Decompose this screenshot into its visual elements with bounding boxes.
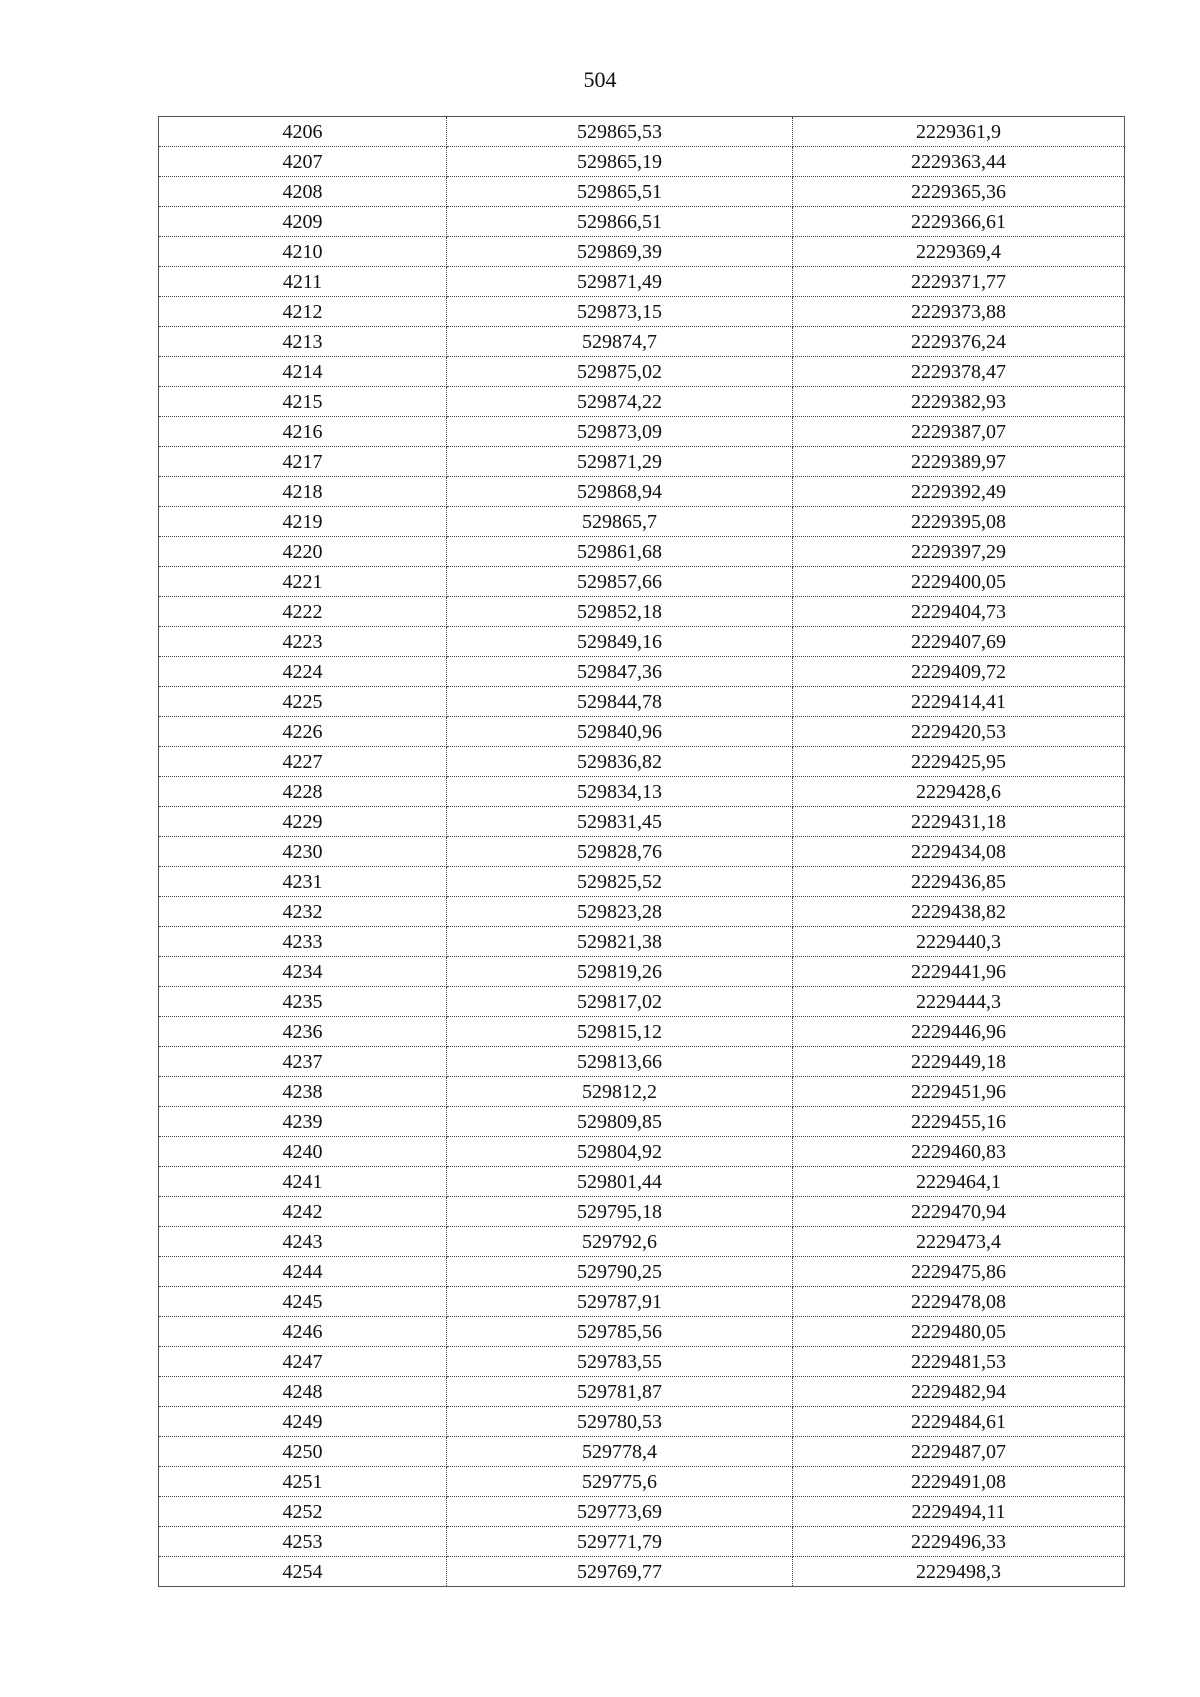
point-number-cell: 4247 xyxy=(159,1347,447,1377)
x-coordinate-cell: 529873,09 xyxy=(447,417,793,447)
table-row xyxy=(159,627,1125,657)
table-row xyxy=(159,117,1125,147)
y-coordinate-cell: 2229420,53 xyxy=(793,717,1125,747)
table-row xyxy=(159,597,1125,627)
table-row xyxy=(159,1497,1125,1527)
table-row xyxy=(159,1407,1125,1437)
point-number-cell: 4238 xyxy=(159,1077,447,1107)
point-number-cell: 4224 xyxy=(159,657,447,687)
x-coordinate-cell: 529773,69 xyxy=(447,1497,793,1527)
table-row xyxy=(159,687,1125,717)
x-coordinate-cell: 529775,6 xyxy=(447,1467,793,1497)
x-coordinate-cell: 529875,02 xyxy=(447,357,793,387)
x-coordinate-cell: 529874,7 xyxy=(447,327,793,357)
table-row xyxy=(159,447,1125,477)
table-row xyxy=(159,147,1125,177)
table-row xyxy=(159,1017,1125,1047)
table-row xyxy=(159,567,1125,597)
y-coordinate-cell: 2229404,73 xyxy=(793,597,1125,627)
y-coordinate-cell: 2229498,3 xyxy=(793,1557,1125,1587)
point-number-cell: 4218 xyxy=(159,477,447,507)
x-coordinate-cell: 529804,92 xyxy=(447,1137,793,1167)
point-number-cell: 4209 xyxy=(159,207,447,237)
table-row xyxy=(159,237,1125,267)
point-number-cell: 4246 xyxy=(159,1317,447,1347)
x-coordinate-cell: 529812,2 xyxy=(447,1077,793,1107)
table-row xyxy=(159,1467,1125,1497)
x-coordinate-cell: 529825,52 xyxy=(447,867,793,897)
x-coordinate-cell: 529771,79 xyxy=(447,1527,793,1557)
x-coordinate-cell: 529783,55 xyxy=(447,1347,793,1377)
point-number-cell: 4250 xyxy=(159,1437,447,1467)
point-number-cell: 4233 xyxy=(159,927,447,957)
point-number-cell: 4234 xyxy=(159,957,447,987)
x-coordinate-cell: 529847,36 xyxy=(447,657,793,687)
point-number-cell: 4229 xyxy=(159,807,447,837)
table-row xyxy=(159,1347,1125,1377)
x-coordinate-cell: 529787,91 xyxy=(447,1287,793,1317)
point-number-cell: 4239 xyxy=(159,1107,447,1137)
x-coordinate-cell: 529778,4 xyxy=(447,1437,793,1467)
y-coordinate-cell: 2229409,72 xyxy=(793,657,1125,687)
table-row xyxy=(159,267,1125,297)
point-number-cell: 4220 xyxy=(159,537,447,567)
y-coordinate-cell: 2229395,08 xyxy=(793,507,1125,537)
x-coordinate-cell: 529871,49 xyxy=(447,267,793,297)
point-number-cell: 4214 xyxy=(159,357,447,387)
y-coordinate-cell: 2229487,07 xyxy=(793,1437,1125,1467)
table-row xyxy=(159,987,1125,1017)
coordinates-table xyxy=(158,116,1125,1587)
point-number-cell: 4244 xyxy=(159,1257,447,1287)
x-coordinate-cell: 529868,94 xyxy=(447,477,793,507)
point-number-cell: 4249 xyxy=(159,1407,447,1437)
point-number-cell: 4225 xyxy=(159,687,447,717)
point-number-cell: 4253 xyxy=(159,1527,447,1557)
x-coordinate-cell: 529840,96 xyxy=(447,717,793,747)
point-number-cell: 4230 xyxy=(159,837,447,867)
y-coordinate-cell: 2229389,97 xyxy=(793,447,1125,477)
table-row xyxy=(159,177,1125,207)
point-number-cell: 4206 xyxy=(159,117,447,147)
table-row xyxy=(159,957,1125,987)
table-row xyxy=(159,1077,1125,1107)
x-coordinate-cell: 529785,56 xyxy=(447,1317,793,1347)
point-number-cell: 4221 xyxy=(159,567,447,597)
table-row xyxy=(159,777,1125,807)
y-coordinate-cell: 2229473,4 xyxy=(793,1227,1125,1257)
point-number-cell: 4223 xyxy=(159,627,447,657)
table-row xyxy=(159,207,1125,237)
y-coordinate-cell: 2229482,94 xyxy=(793,1377,1125,1407)
point-number-cell: 4219 xyxy=(159,507,447,537)
x-coordinate-cell: 529780,53 xyxy=(447,1407,793,1437)
point-number-cell: 4251 xyxy=(159,1467,447,1497)
table-row xyxy=(159,387,1125,417)
point-number-cell: 4231 xyxy=(159,867,447,897)
point-number-cell: 4241 xyxy=(159,1167,447,1197)
point-number-cell: 4213 xyxy=(159,327,447,357)
y-coordinate-cell: 2229382,93 xyxy=(793,387,1125,417)
x-coordinate-cell: 529865,51 xyxy=(447,177,793,207)
table-row xyxy=(159,837,1125,867)
table-row xyxy=(159,807,1125,837)
x-coordinate-cell: 529866,51 xyxy=(447,207,793,237)
point-number-cell: 4216 xyxy=(159,417,447,447)
point-number-cell: 4248 xyxy=(159,1377,447,1407)
y-coordinate-cell: 2229481,53 xyxy=(793,1347,1125,1377)
y-coordinate-cell: 2229431,18 xyxy=(793,807,1125,837)
x-coordinate-cell: 529874,22 xyxy=(447,387,793,417)
y-coordinate-cell: 2229438,82 xyxy=(793,897,1125,927)
y-coordinate-cell: 2229376,24 xyxy=(793,327,1125,357)
x-coordinate-cell: 529869,39 xyxy=(447,237,793,267)
y-coordinate-cell: 2229496,33 xyxy=(793,1527,1125,1557)
point-number-cell: 4228 xyxy=(159,777,447,807)
y-coordinate-cell: 2229464,1 xyxy=(793,1167,1125,1197)
point-number-cell: 4252 xyxy=(159,1497,447,1527)
x-coordinate-cell: 529790,25 xyxy=(447,1257,793,1287)
y-coordinate-cell: 2229451,96 xyxy=(793,1077,1125,1107)
table-row xyxy=(159,1167,1125,1197)
x-coordinate-cell: 529815,12 xyxy=(447,1017,793,1047)
table-row xyxy=(159,927,1125,957)
y-coordinate-cell: 2229455,16 xyxy=(793,1107,1125,1137)
point-number-cell: 4236 xyxy=(159,1017,447,1047)
x-coordinate-cell: 529819,26 xyxy=(447,957,793,987)
y-coordinate-cell: 2229494,11 xyxy=(793,1497,1125,1527)
point-number-cell: 4210 xyxy=(159,237,447,267)
table-row xyxy=(159,897,1125,927)
y-coordinate-cell: 2229373,88 xyxy=(793,297,1125,327)
y-coordinate-cell: 2229400,05 xyxy=(793,567,1125,597)
table-row xyxy=(159,747,1125,777)
x-coordinate-cell: 529865,53 xyxy=(447,117,793,147)
point-number-cell: 4235 xyxy=(159,987,447,1017)
x-coordinate-cell: 529834,13 xyxy=(447,777,793,807)
y-coordinate-cell: 2229480,05 xyxy=(793,1317,1125,1347)
table-row xyxy=(159,477,1125,507)
table-row xyxy=(159,1257,1125,1287)
y-coordinate-cell: 2229460,83 xyxy=(793,1137,1125,1167)
y-coordinate-cell: 2229436,85 xyxy=(793,867,1125,897)
point-number-cell: 4243 xyxy=(159,1227,447,1257)
y-coordinate-cell: 2229371,77 xyxy=(793,267,1125,297)
x-coordinate-cell: 529871,29 xyxy=(447,447,793,477)
y-coordinate-cell: 2229407,69 xyxy=(793,627,1125,657)
x-coordinate-cell: 529852,18 xyxy=(447,597,793,627)
y-coordinate-cell: 2229440,3 xyxy=(793,927,1125,957)
x-coordinate-cell: 529817,02 xyxy=(447,987,793,1017)
x-coordinate-cell: 529792,6 xyxy=(447,1227,793,1257)
point-number-cell: 4237 xyxy=(159,1047,447,1077)
table-row xyxy=(159,867,1125,897)
x-coordinate-cell: 529844,78 xyxy=(447,687,793,717)
table-row xyxy=(159,1047,1125,1077)
point-number-cell: 4242 xyxy=(159,1197,447,1227)
table-row xyxy=(159,1227,1125,1257)
x-coordinate-cell: 529821,38 xyxy=(447,927,793,957)
table-row xyxy=(159,327,1125,357)
table-row xyxy=(159,507,1125,537)
point-number-cell: 4240 xyxy=(159,1137,447,1167)
x-coordinate-cell: 529865,7 xyxy=(447,507,793,537)
x-coordinate-cell: 529873,15 xyxy=(447,297,793,327)
x-coordinate-cell: 529857,66 xyxy=(447,567,793,597)
table-row xyxy=(159,657,1125,687)
x-coordinate-cell: 529836,82 xyxy=(447,747,793,777)
y-coordinate-cell: 2229444,3 xyxy=(793,987,1125,1017)
x-coordinate-cell: 529809,85 xyxy=(447,1107,793,1137)
table-row xyxy=(159,1197,1125,1227)
y-coordinate-cell: 2229470,94 xyxy=(793,1197,1125,1227)
x-coordinate-cell: 529801,44 xyxy=(447,1167,793,1197)
point-number-cell: 4217 xyxy=(159,447,447,477)
y-coordinate-cell: 2229365,36 xyxy=(793,177,1125,207)
table-row xyxy=(159,1527,1125,1557)
point-number-cell: 4212 xyxy=(159,297,447,327)
y-coordinate-cell: 2229378,47 xyxy=(793,357,1125,387)
x-coordinate-cell: 529849,16 xyxy=(447,627,793,657)
x-coordinate-cell: 529795,18 xyxy=(447,1197,793,1227)
y-coordinate-cell: 2229425,95 xyxy=(793,747,1125,777)
point-number-cell: 4208 xyxy=(159,177,447,207)
point-number-cell: 4207 xyxy=(159,147,447,177)
coordinates-table-body xyxy=(159,117,1125,1587)
table-row xyxy=(159,1557,1125,1587)
table-row xyxy=(159,1107,1125,1137)
table-row xyxy=(159,717,1125,747)
y-coordinate-cell: 2229441,96 xyxy=(793,957,1125,987)
table-row xyxy=(159,357,1125,387)
y-coordinate-cell: 2229397,29 xyxy=(793,537,1125,567)
y-coordinate-cell: 2229387,07 xyxy=(793,417,1125,447)
x-coordinate-cell: 529781,87 xyxy=(447,1377,793,1407)
y-coordinate-cell: 2229361,9 xyxy=(793,117,1125,147)
y-coordinate-cell: 2229475,86 xyxy=(793,1257,1125,1287)
table-row xyxy=(159,537,1125,567)
point-number-cell: 4222 xyxy=(159,597,447,627)
y-coordinate-cell: 2229414,41 xyxy=(793,687,1125,717)
y-coordinate-cell: 2229484,61 xyxy=(793,1407,1125,1437)
table-row xyxy=(159,297,1125,327)
y-coordinate-cell: 2229363,44 xyxy=(793,147,1125,177)
point-number-cell: 4215 xyxy=(159,387,447,417)
y-coordinate-cell: 2229449,18 xyxy=(793,1047,1125,1077)
x-coordinate-cell: 529769,77 xyxy=(447,1557,793,1587)
x-coordinate-cell: 529823,28 xyxy=(447,897,793,927)
table-row xyxy=(159,1437,1125,1467)
y-coordinate-cell: 2229491,08 xyxy=(793,1467,1125,1497)
point-number-cell: 4227 xyxy=(159,747,447,777)
x-coordinate-cell: 529813,66 xyxy=(447,1047,793,1077)
table-row xyxy=(159,1377,1125,1407)
page-number: 504 xyxy=(583,67,617,92)
point-number-cell: 4254 xyxy=(159,1557,447,1587)
x-coordinate-cell: 529828,76 xyxy=(447,837,793,867)
y-coordinate-cell: 2229366,61 xyxy=(793,207,1125,237)
point-number-cell: 4226 xyxy=(159,717,447,747)
table-row xyxy=(159,1317,1125,1347)
point-number-cell: 4245 xyxy=(159,1287,447,1317)
x-coordinate-cell: 529865,19 xyxy=(447,147,793,177)
x-coordinate-cell: 529831,45 xyxy=(447,807,793,837)
table-row xyxy=(159,1137,1125,1167)
y-coordinate-cell: 2229446,96 xyxy=(793,1017,1125,1047)
x-coordinate-cell: 529861,68 xyxy=(447,537,793,567)
table-row xyxy=(159,417,1125,447)
point-number-cell: 4232 xyxy=(159,897,447,927)
table-row xyxy=(159,1287,1125,1317)
y-coordinate-cell: 2229369,4 xyxy=(793,237,1125,267)
y-coordinate-cell: 2229478,08 xyxy=(793,1287,1125,1317)
y-coordinate-cell: 2229392,49 xyxy=(793,477,1125,507)
y-coordinate-cell: 2229434,08 xyxy=(793,837,1125,867)
y-coordinate-cell: 2229428,6 xyxy=(793,777,1125,807)
point-number-cell: 4211 xyxy=(159,267,447,297)
